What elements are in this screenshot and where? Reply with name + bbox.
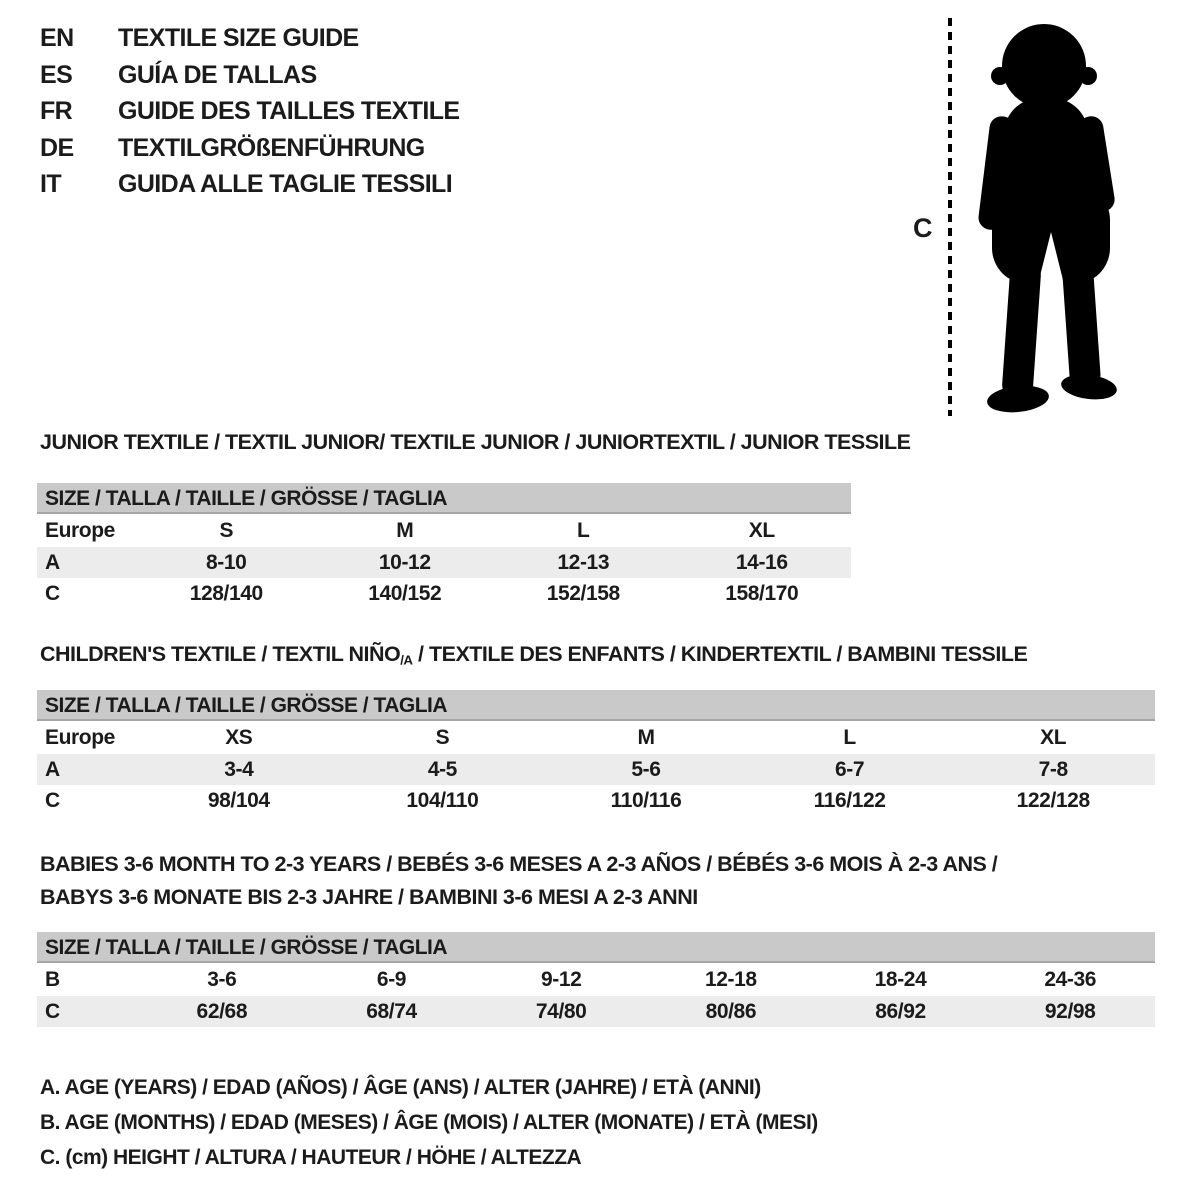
children-size-bar: SIZE / TALLA / TAILLE / GRÖSSE / TAGLIA xyxy=(37,690,1155,721)
column-header: M xyxy=(637,725,655,749)
junior-header-row xyxy=(37,514,851,547)
language-code: FR xyxy=(40,97,73,125)
babies-size-bar: SIZE / TALLA / TAILLE / GRÖSSE / TAGLIA xyxy=(37,932,1155,963)
table-cell: 62/68 xyxy=(196,999,248,1023)
table-cell: 68/74 xyxy=(366,999,417,1023)
children-header-row xyxy=(37,721,1155,754)
language-code: ES xyxy=(40,60,73,89)
table-cell: 128/140 xyxy=(189,581,263,605)
junior-row-a xyxy=(37,547,851,578)
column-header: S xyxy=(435,725,450,749)
table-cell: 6-7 xyxy=(835,757,865,781)
table-cell: 18-24 xyxy=(874,967,927,991)
table-cell: 92/98 xyxy=(1044,999,1096,1023)
babies-size-table xyxy=(37,932,1155,1027)
language-title: TEXTILE SIZE GUIDE xyxy=(118,24,359,52)
table-cell: 12-13 xyxy=(557,550,610,574)
children-row-a xyxy=(37,754,1155,785)
table-cell: 140/152 xyxy=(368,581,442,605)
junior-row-c xyxy=(37,578,851,609)
junior-section-heading: JUNIOR TEXTILE / TEXTIL JUNIOR/ TEXTILE JUNIOR / JUNIORTEXTIL / JUNIOR TESSILE xyxy=(40,430,911,454)
table-cell: 6-9 xyxy=(376,967,407,991)
column-header: XL xyxy=(748,518,775,542)
children-heading-sub: /A xyxy=(400,652,413,668)
row-label: A xyxy=(45,757,60,781)
row-label: C xyxy=(45,788,60,812)
column-header: S xyxy=(219,518,234,542)
babies-row-b xyxy=(37,963,1155,996)
children-row-c xyxy=(37,785,1155,816)
table-cell: 5-6 xyxy=(631,757,661,781)
language-row-en xyxy=(40,20,460,57)
table-cell: 116/122 xyxy=(813,788,886,812)
language-title: GUIDE DES TAILLES TEXTILE xyxy=(118,97,460,125)
legend-line-c: C. (cm) HEIGHT / ALTURA / HAUTEUR / HÖHE / ALTEZZA xyxy=(40,1146,582,1169)
table-cell: 9-12 xyxy=(540,967,582,991)
table-cell: 122/128 xyxy=(1016,788,1090,812)
table-cell: 12-18 xyxy=(704,967,757,991)
measurement-legend xyxy=(40,1070,818,1175)
language-code: EN xyxy=(40,24,74,52)
babies-heading-line2: BABYS 3-6 MONATE BIS 2-3 JAHRE / BAMBINI 3-6 MESI A 2-3 ANNI xyxy=(40,885,698,909)
babies-section-heading xyxy=(40,848,997,914)
row-label: B xyxy=(45,967,60,991)
language-title: GUIDA ALLE TAGLIE TESSILI xyxy=(118,170,453,198)
language-title: GUÍA DE TALLAS xyxy=(118,60,317,89)
table-cell: 24-36 xyxy=(1044,967,1097,991)
table-cell: 3-4 xyxy=(224,757,254,781)
junior-size-table xyxy=(37,483,851,609)
babies-heading-line1: BABIES 3-6 MONTH TO 2-3 YEARS / BEBÉS 3-6 MESES A 2-3 AÑOS / BÉBÉS 3-6 MOIS À 2-3 ANS / xyxy=(40,852,998,876)
table-cell: 104/110 xyxy=(406,788,479,812)
children-heading-text: CHILDREN'S TEXTILE / TEXTIL NIÑO xyxy=(40,642,401,666)
babies-row-c xyxy=(37,996,1155,1027)
language-row-de xyxy=(40,130,460,167)
language-row-es xyxy=(40,57,460,94)
table-cell: 8-10 xyxy=(206,550,247,574)
row-label: C xyxy=(45,581,60,605)
children-size-table xyxy=(37,690,1155,816)
legend-line-a: A. AGE (YEARS) / EDAD (AÑOS) / ÂGE (ANS) / ALTER (JAHRE) / ETÀ (ANNI) xyxy=(40,1076,761,1099)
table-cell: 110/116 xyxy=(610,788,682,812)
language-row-it xyxy=(40,166,460,203)
table-cell: 98/104 xyxy=(207,788,270,812)
column-header: XS xyxy=(225,725,253,749)
table-cell: 74/80 xyxy=(535,999,587,1023)
language-code: DE xyxy=(40,133,74,162)
table-cell: 3-6 xyxy=(207,967,237,991)
language-code: IT xyxy=(40,170,62,198)
junior-size-bar: SIZE / TALLA / TAILLE / GRÖSSE / TAGLIA xyxy=(37,483,851,514)
language-row-fr xyxy=(40,93,460,130)
height-measure-label: C xyxy=(913,213,932,243)
table-cell: 14-16 xyxy=(735,550,788,574)
table-cell: 4-5 xyxy=(427,757,457,781)
table-cell: 86/92 xyxy=(875,999,926,1023)
table-cell: 7-8 xyxy=(1038,757,1068,781)
column-header: Europe xyxy=(45,725,115,749)
column-header: M xyxy=(396,518,414,542)
language-title-list xyxy=(40,20,460,203)
column-header: XL xyxy=(1040,725,1067,749)
column-header: L xyxy=(843,725,856,749)
children-section-heading xyxy=(40,642,1027,667)
column-header: L xyxy=(577,518,590,542)
language-title: TEXTILGRÖßENFÜHRUNG xyxy=(118,133,425,162)
row-label: A xyxy=(45,550,60,574)
column-header: Europe xyxy=(45,518,115,542)
table-cell: 158/170 xyxy=(725,581,799,605)
toddler-silhouette-icon xyxy=(966,16,1136,421)
table-cell: 10-12 xyxy=(378,550,431,574)
row-label: C xyxy=(45,999,60,1023)
children-heading-text: / TEXTILE DES ENFANTS / KINDERTEXTIL / BAMBINI TESSILE xyxy=(412,642,1028,666)
table-cell: 80/86 xyxy=(705,999,757,1023)
table-cell: 152/158 xyxy=(546,581,620,605)
height-measure-dashed-line xyxy=(948,18,952,416)
legend-line-b: B. AGE (MONTHS) / EDAD (MESES) / ÂGE (MOIS) / ALTER (MONATE) / ETÀ (MESI) xyxy=(40,1111,818,1134)
